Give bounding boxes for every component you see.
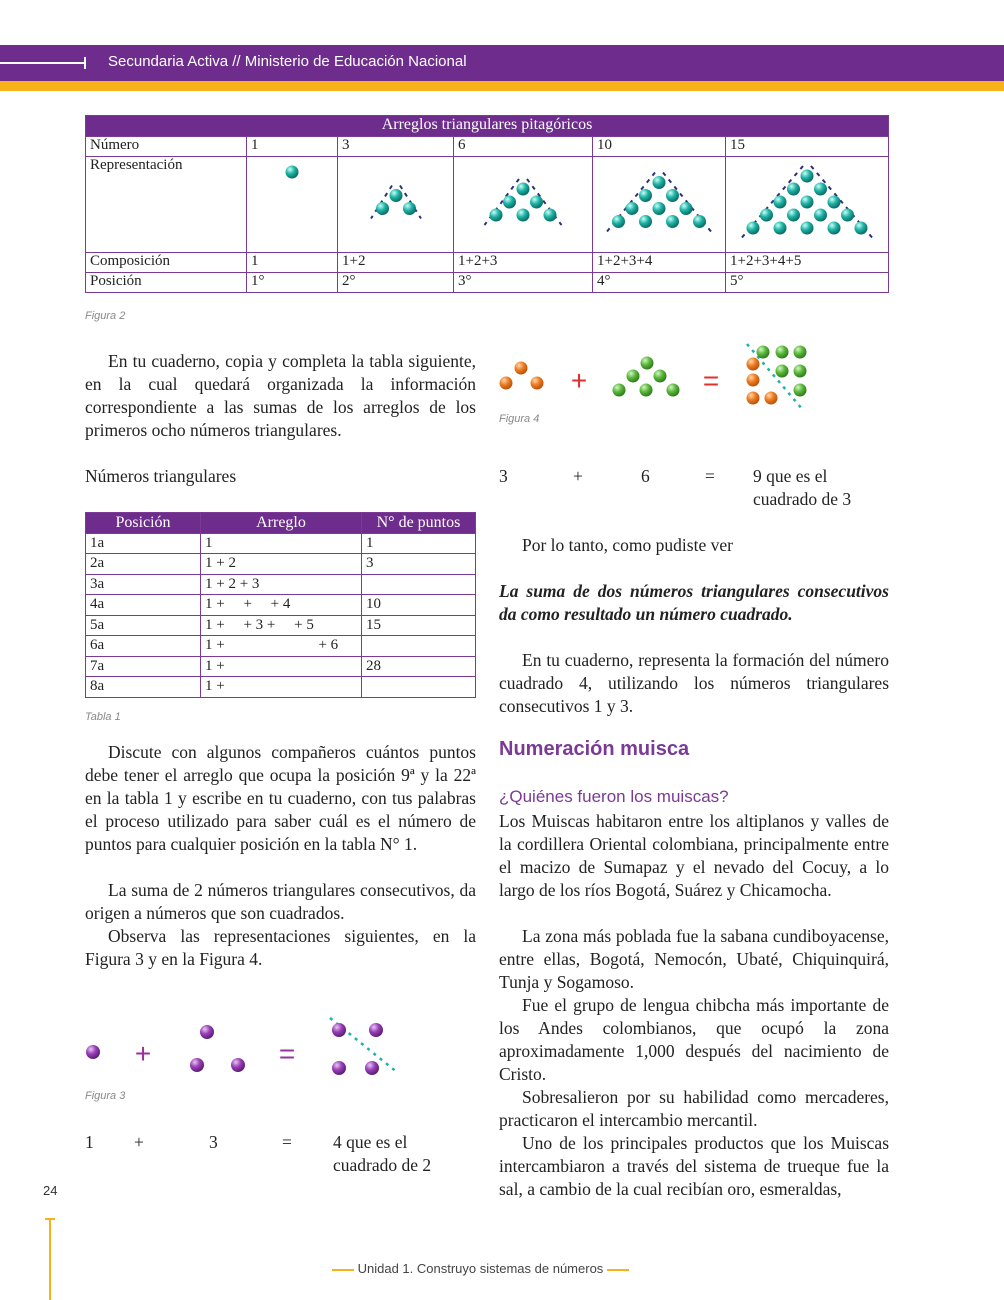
dot: [332, 1061, 346, 1075]
paragraph: La suma de 2 números triangulares consecutivos, da origen a números que son cuadrados.: [85, 880, 476, 923]
dot: [765, 392, 778, 405]
dot: [747, 374, 760, 387]
cell: 2°: [338, 273, 454, 293]
dot: [693, 215, 706, 228]
equation-term: =: [705, 466, 715, 486]
cell: 1+2: [338, 253, 454, 273]
cell: 4°: [593, 273, 726, 293]
dot: [801, 196, 814, 209]
plus-sign: +: [134, 1038, 152, 1069]
cell: 1: [247, 253, 338, 273]
subsection-title: ¿Quiénes fueron los muiscas?: [499, 787, 729, 806]
representation-5: [726, 157, 889, 253]
dot: [841, 209, 854, 222]
equation-term: 9 que es el: [753, 466, 828, 486]
column-header: N° de puntos: [362, 513, 476, 534]
column-header: Posición: [86, 513, 201, 534]
cell-label: Composición: [86, 253, 247, 273]
cell: 1: [362, 533, 476, 554]
equation-term: 3: [499, 466, 508, 486]
dot: [490, 209, 503, 222]
figure-4-caption: Figura 4: [499, 413, 540, 425]
table-row: [86, 137, 889, 157]
cell: 1a: [86, 533, 201, 554]
table-row: [86, 253, 889, 273]
highlighted-statement: La suma de dos números triangulares consecutivos da como resultado un número cuadrado.: [499, 581, 889, 624]
dot: [814, 183, 827, 196]
cell: 10: [593, 137, 726, 157]
equation-term: 3: [209, 1132, 218, 1152]
equation-term: 4 que es el: [333, 1132, 408, 1152]
paragraph: En tu cuaderno, copia y completa la tabla siguiente, en la cual quedará organizada la información correspondiente a las sumas de los arreglos de los primeros ocho números triangulares.: [85, 351, 476, 440]
cell: 15: [362, 615, 476, 636]
dot: [503, 196, 516, 209]
cell: 1: [201, 533, 362, 554]
cell: 15: [726, 137, 889, 157]
cell-label: Número: [86, 137, 247, 157]
cell: 8a: [86, 677, 201, 698]
dot: [794, 384, 807, 397]
dot: [787, 209, 800, 222]
header-line: [0, 62, 86, 64]
equals-sign: =: [278, 1038, 296, 1069]
triangular-numbers-table: [85, 512, 476, 698]
dot: [855, 222, 868, 235]
dot: [776, 346, 789, 359]
dot: [517, 209, 530, 222]
paragraph: La zona más poblada fue la sabana cundiboyacense, entre ellas, Bogotá, Nemocón, Ubaté, Chiquinquirá, Tunja y Sogamoso.: [499, 926, 889, 992]
cell: 1 +: [201, 677, 362, 698]
paragraph: Discute con algunos compañeros cuántos puntos debe tener el arreglo que ocupa la posición 9ª y la 22ª en la tabla 1 y escribe en tu cuaderno, con tus palabras el proceso utilizado para saber cuál es el número de puntos para cualquier posición en la tabla N° 1.: [85, 742, 476, 854]
dot: [639, 189, 652, 202]
section-title: Numeración muisca: [499, 738, 690, 760]
dot: [774, 196, 787, 209]
table-row: [86, 656, 476, 677]
header-stripe: [0, 81, 1004, 91]
dot: [776, 365, 789, 378]
dot: [666, 215, 679, 228]
dot: [747, 222, 760, 235]
cell: 4a: [86, 595, 201, 616]
dot: [828, 196, 841, 209]
dot: [231, 1058, 245, 1072]
table-row: [86, 533, 476, 554]
paragraph: Uno de los principales productos que los Muiscas intercambiaron a través del sistema de trueque fue la sal, a cambio de la cual recibían oro, esmeraldas,: [499, 1133, 889, 1199]
paragraph: Sobresalieron por su habilidad como mercaderes, practicaron el intercambio mercantil.: [499, 1087, 889, 1130]
cell: 6a: [86, 636, 201, 657]
figure-3-caption: Figura 3: [85, 1090, 126, 1102]
cell: [362, 574, 476, 595]
dot: [747, 358, 760, 371]
cell: 1+2+3+4: [593, 253, 726, 273]
cell: [362, 677, 476, 698]
cell: 3: [362, 554, 476, 575]
paragraph: Por lo tanto, como pudiste ver: [522, 535, 733, 555]
dot: [365, 1061, 379, 1075]
equation-term: cuadrado de 3: [753, 489, 852, 509]
dot: [774, 222, 787, 235]
dot: [653, 202, 666, 215]
dot: [286, 166, 299, 179]
dot: [640, 384, 653, 397]
equation-term: 1: [85, 1132, 94, 1152]
figure-2-caption: Figura 2: [85, 310, 126, 322]
dot: [531, 377, 544, 390]
representation-4: [593, 157, 726, 253]
dot: [626, 202, 639, 215]
table-1-title: Números triangulares: [85, 466, 237, 486]
table-row: [86, 636, 476, 657]
table-row: [86, 595, 476, 616]
dot: [613, 384, 626, 397]
table-row: [86, 574, 476, 595]
cell: 1 + + + 4: [201, 595, 362, 616]
paragraph: En tu cuaderno, representa la formación del número cuadrado 4, utilizando los números triangulares consecutivos 1 y 3.: [499, 650, 889, 716]
dot: [760, 209, 773, 222]
cell: 1 + + 6: [201, 636, 362, 657]
cell: 5a: [86, 615, 201, 636]
dot: [190, 1058, 204, 1072]
footer: [332, 1261, 629, 1276]
cell-label: Representación: [86, 157, 247, 253]
header-title: Secundaria Activa // Ministerio de Educación Nacional: [108, 53, 467, 70]
dot: [801, 170, 814, 183]
cell: 28: [362, 656, 476, 677]
equation-term: cuadrado de 2: [333, 1155, 432, 1175]
paragraph: Fue el grupo de lengua chibcha más importante de los Andes colombianos, que ocupó la zona aproximadamente 1,000 después del nacimiento de Cristo.: [499, 995, 889, 1084]
footer-rule: [332, 1269, 354, 1271]
equation-term: +: [573, 466, 583, 486]
dot: [500, 377, 513, 390]
equation-term: 6: [641, 466, 650, 486]
dot: [627, 370, 640, 383]
dot: [757, 346, 770, 359]
representation-3: [454, 157, 593, 253]
equation-term: =: [282, 1132, 292, 1152]
dot: [801, 222, 814, 235]
cell: 3a: [86, 574, 201, 595]
column-header: Arreglo: [201, 513, 362, 534]
cell: 3: [338, 137, 454, 157]
triangular-table-title: Arreglos triangulares pitagóricos: [86, 116, 889, 137]
dot: [376, 202, 389, 215]
dot: [787, 183, 800, 196]
dot: [389, 189, 402, 202]
header-tick: [84, 57, 86, 69]
table-row: [86, 554, 476, 575]
figure-4: [495, 340, 815, 415]
table-row: [86, 677, 476, 698]
cell: 1 +: [201, 656, 362, 677]
dot: [814, 209, 827, 222]
table-row: [86, 615, 476, 636]
cell: 1 + + 3 + + 5: [201, 615, 362, 636]
cell: [362, 636, 476, 657]
dot: [747, 392, 760, 405]
figure-3: [80, 1015, 410, 1090]
dot: [794, 365, 807, 378]
cell: 6: [454, 137, 593, 157]
table-row: [86, 273, 889, 293]
margin-rule-tick: [45, 1218, 55, 1220]
cell: 1°: [247, 273, 338, 293]
footer-rule: [607, 1269, 629, 1271]
footer-unit-text: Unidad 1. Construyo sistemas de números: [357, 1261, 604, 1276]
dot: [653, 176, 666, 189]
dot: [369, 1023, 383, 1037]
dot: [667, 384, 680, 397]
cell: 2a: [86, 554, 201, 575]
dot: [666, 189, 679, 202]
cell-label: Posición: [86, 273, 247, 293]
equation-term: +: [134, 1132, 144, 1152]
equals-sign: =: [702, 365, 720, 396]
dot: [654, 370, 667, 383]
cell: 1+2+3: [454, 253, 593, 273]
cell: 1+2+3+4+5: [726, 253, 889, 273]
dot: [639, 215, 652, 228]
dot: [86, 1045, 100, 1059]
triangular-table: [85, 115, 889, 293]
dot: [828, 222, 841, 235]
dot: [515, 362, 528, 375]
paragraph: Observa las representaciones siguientes, en la Figura 3 y en la Figura 4.: [85, 926, 476, 969]
paragraph: Los Muiscas habitaron entre los altiplanos y valles de la cordillera Oriental colombiana, principalmente entre el macizo de Sumapaz y el nevado del Cocuy, a lo largo de los ríos Bogotá, Suárez y Chicamocha.: [499, 811, 889, 900]
cell: 7a: [86, 656, 201, 677]
table-row: [86, 157, 889, 253]
cell: 5°: [726, 273, 889, 293]
dot: [544, 209, 557, 222]
dot: [641, 357, 654, 370]
cell: 10: [362, 595, 476, 616]
dot: [403, 202, 416, 215]
representation-2: [338, 157, 454, 253]
dot: [530, 196, 543, 209]
dot: [680, 202, 693, 215]
dot: [794, 346, 807, 359]
cell: 1 + 2 + 3: [201, 574, 362, 595]
cell: 1 + 2: [201, 554, 362, 575]
cell: 3°: [454, 273, 593, 293]
table-1-caption: Tabla 1: [85, 711, 121, 723]
dot: [517, 183, 530, 196]
dot: [332, 1023, 346, 1037]
margin-rule: [49, 1218, 51, 1300]
page-number: 24: [43, 1183, 58, 1198]
dot: [612, 215, 625, 228]
representation-1: [247, 157, 338, 253]
dot: [200, 1025, 214, 1039]
cell: 1: [247, 137, 338, 157]
plus-sign: +: [570, 365, 588, 396]
